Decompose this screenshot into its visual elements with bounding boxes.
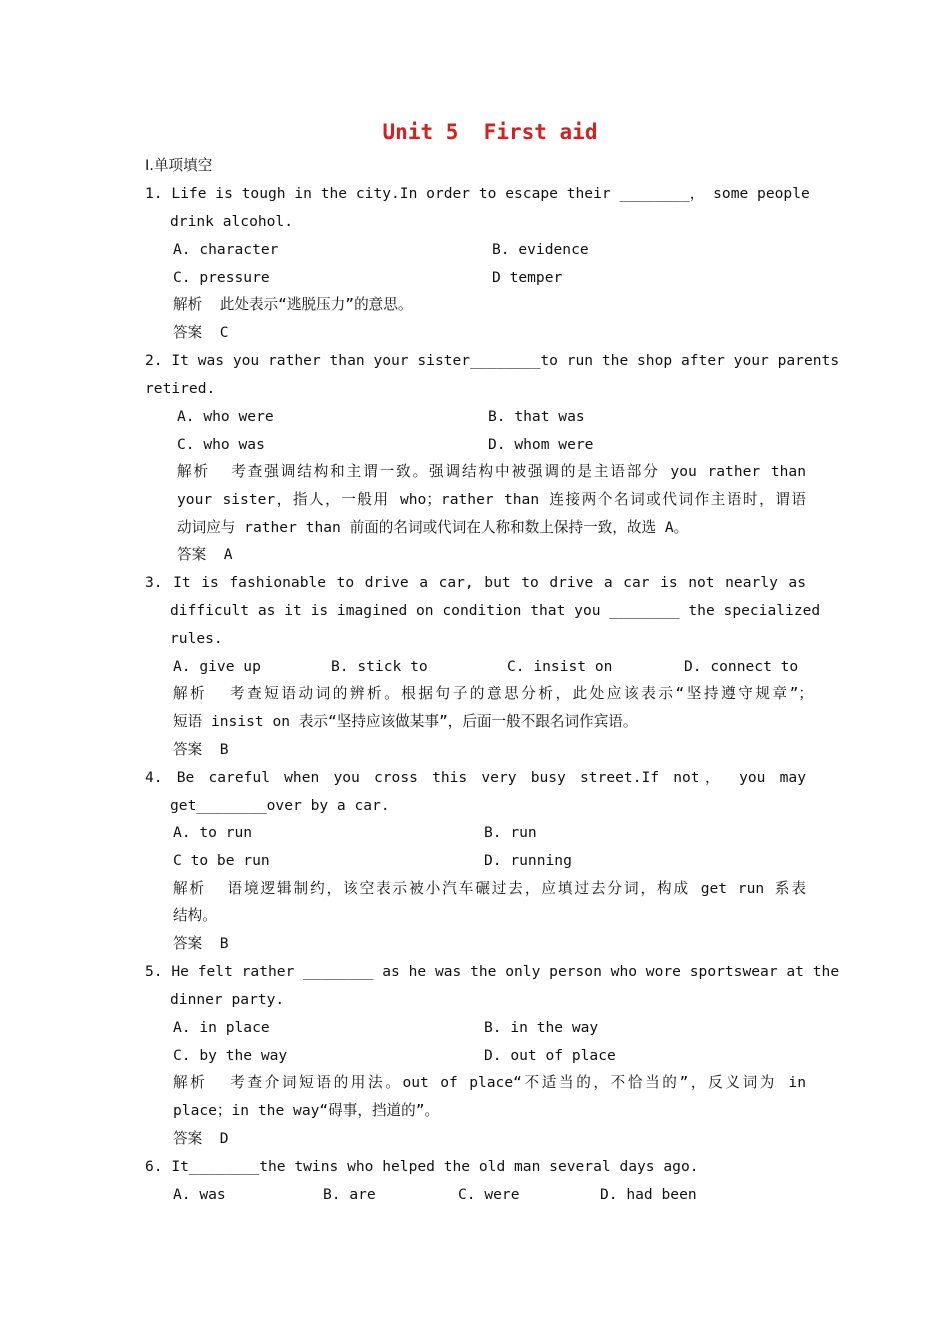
question-1-option-d: D temper xyxy=(492,269,563,286)
question-3-analysis-1: 解析 考查短语动词的辨析。根据句子的意思分析，此处应该表示“坚持遵守规章”； xyxy=(173,685,813,702)
question-2-stem-cont: retired. xyxy=(145,380,216,397)
question-5-option-c: C. by the way xyxy=(173,1047,288,1064)
question-3-answer: 答案 B xyxy=(173,741,229,758)
question-5-option-d: D. out of place xyxy=(484,1047,616,1064)
question-6-option-a: A. was xyxy=(173,1186,226,1203)
section-heading: Ⅰ.单项填空 xyxy=(145,157,213,174)
page-title: Unit 5 First aid xyxy=(382,120,598,144)
question-3-stem-end: rules. xyxy=(170,630,223,647)
question-6-stem: 6. It________the twins who helped the old man several days ago. xyxy=(145,1158,699,1175)
question-2-analysis-2: your sister，指人，一般用 who；rather than 连接两个名词或代词作主语时，谓语 xyxy=(177,491,806,508)
question-4-analysis-2: 结构。 xyxy=(173,907,217,924)
question-2-stem: 2. It was you rather than your sister________to run the shop after your parents xyxy=(145,352,840,369)
question-4-analysis-1: 解析 语境逻辑制约，该空表示被小汽车碾过去，应填过去分词，构成 get run 系表 xyxy=(173,880,806,897)
question-5-stem: 5. He felt rather ________ as he was the only person who wore sportswear at the xyxy=(145,963,840,980)
question-4-option-a: A. to run xyxy=(173,824,253,841)
question-1-option-c: C. pressure xyxy=(173,269,270,286)
question-3-option-b: B. stick to xyxy=(331,658,428,675)
question-4-option-b: B. run xyxy=(484,824,537,841)
question-1-analysis: 解析 此处表示“逃脱压力”的意思。 xyxy=(173,296,413,313)
question-1-stem-cont: drink alcohol. xyxy=(170,213,294,230)
question-5-stem-cont: dinner party. xyxy=(170,991,285,1008)
question-3-stem: 3. It is fashionable to drive a car, but to drive a car is not nearly as xyxy=(145,574,806,591)
question-3-option-c: C. insist on xyxy=(507,658,613,675)
question-2-analysis-3: 动词应与 rather than 前面的名词或代词在人称和数上保持一致，故选 A。 xyxy=(177,519,689,536)
question-1-answer: 答案 C xyxy=(173,324,229,341)
question-5-option-a: A. in place xyxy=(173,1019,270,1036)
question-2-option-a: A. who were xyxy=(177,408,274,425)
question-4-stem-cont: get________over by a car. xyxy=(170,797,390,814)
question-2-option-c: C. who was xyxy=(177,436,265,453)
question-5-analysis-1: 解析 考查介词短语的用法。out of place“不适当的，不恰当的”，反义词为 in xyxy=(173,1074,806,1091)
question-4-stem: 4. Be careful when you cross this very busy street.If not， you may xyxy=(145,769,806,786)
question-2-answer: 答案 A xyxy=(177,546,233,563)
question-1-option-b: B. evidence xyxy=(492,241,589,258)
question-3-option-a: A. give up xyxy=(173,658,261,675)
question-2-analysis-1: 解析 考查强调结构和主谓一致。强调结构中被强调的是主语部分 you rather than xyxy=(177,463,806,480)
question-5-option-b: B. in the way xyxy=(484,1019,599,1036)
question-5-analysis-2: place；in the way“碍事，挡道的”。 xyxy=(173,1102,440,1119)
question-4-answer: 答案 B xyxy=(173,935,229,952)
question-1-option-a: A. character xyxy=(173,241,279,258)
question-6-option-d: D. had been xyxy=(600,1186,697,1203)
question-3-option-d: D. connect to xyxy=(684,658,799,675)
question-1-stem: 1. Life is tough in the city.In order to escape their ________， some people xyxy=(145,185,810,202)
question-2-option-b: B. that was xyxy=(488,408,585,425)
question-3-analysis-2: 短语 insist on 表示“坚持应该做某事”，后面一般不跟名词作宾语。 xyxy=(173,713,638,730)
question-2-option-d: D. whom were xyxy=(488,436,594,453)
question-3-stem-cont: difficult as it is imagined on condition that you ________ the specialized xyxy=(170,602,821,619)
question-6-option-c: C. were xyxy=(458,1186,520,1203)
question-4-option-d: D. running xyxy=(484,852,572,869)
question-6-option-b: B. are xyxy=(323,1186,376,1203)
question-5-answer: 答案 D xyxy=(173,1130,229,1147)
question-4-option-c: C to be run xyxy=(173,852,270,869)
